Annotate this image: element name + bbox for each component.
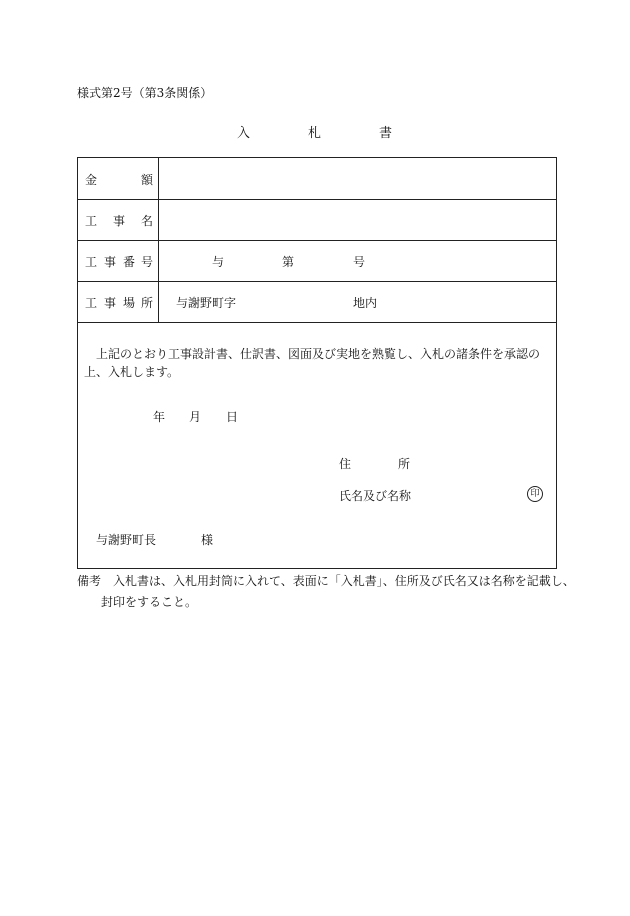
work-site-suffix: 地内 <box>353 296 378 310</box>
work-name-row <box>78 199 556 241</box>
label-char: 工 <box>85 214 98 228</box>
addressee: 与謝野町長 <box>96 533 157 547</box>
title-char: 書 <box>379 126 393 141</box>
label-char: 所 <box>141 296 154 310</box>
seal-mark-icon: 印 <box>527 486 543 502</box>
amount-row <box>78 158 556 200</box>
work-number-label <box>78 240 159 281</box>
label-char: 番 <box>123 255 136 269</box>
label-char: 額 <box>141 173 154 187</box>
title-char: 札 <box>308 126 322 141</box>
work-name-label <box>78 199 159 240</box>
amount-label <box>78 158 159 199</box>
title-char: 入 <box>237 126 251 141</box>
document-title <box>0 122 630 140</box>
label-char: 事 <box>104 296 117 310</box>
label-char: 場 <box>123 296 136 310</box>
work-site-row <box>78 281 556 323</box>
work-site-prefix: 与謝野町字 <box>176 296 237 310</box>
work-site-label <box>78 281 159 322</box>
address-label: 住 <box>339 457 352 471</box>
label-char: 名 <box>141 214 154 228</box>
address-label-2: 所 <box>398 457 411 471</box>
date-year: 年 <box>153 410 166 424</box>
work-number-row <box>78 240 556 282</box>
bid-form-sheet <box>77 157 557 569</box>
work-number-go: 号 <box>353 255 366 269</box>
label-char: 事 <box>113 214 126 228</box>
label-char: 工 <box>85 296 98 310</box>
label-char: 金 <box>85 173 98 187</box>
note-line-1: 入札書は、入札用封筒に入れて、表面に「入札書」、住所及び氏名又は名称を記載し、 <box>113 574 575 588</box>
work-number-prefix: 与 <box>212 255 225 269</box>
note-heading: 備考 <box>77 574 102 588</box>
note-line-2: 封印をすること。 <box>101 595 198 609</box>
label-char: 号 <box>141 255 154 269</box>
name-label: 氏名及び名称 <box>339 489 412 503</box>
honorific: 様 <box>201 533 214 547</box>
declaration-statement: 上記のとおり工事設計書、仕訳書、図面及び実地を熟覧し、入札の諸条件を承認の上、入札します。 <box>84 347 541 379</box>
label-char: 工 <box>85 255 98 269</box>
form-number: 様式第2号（第3条関係） <box>77 86 213 100</box>
work-number-dai: 第 <box>282 255 295 269</box>
label-char: 事 <box>104 255 117 269</box>
date-month: 月 <box>189 410 202 424</box>
date-day: 日 <box>226 410 239 424</box>
